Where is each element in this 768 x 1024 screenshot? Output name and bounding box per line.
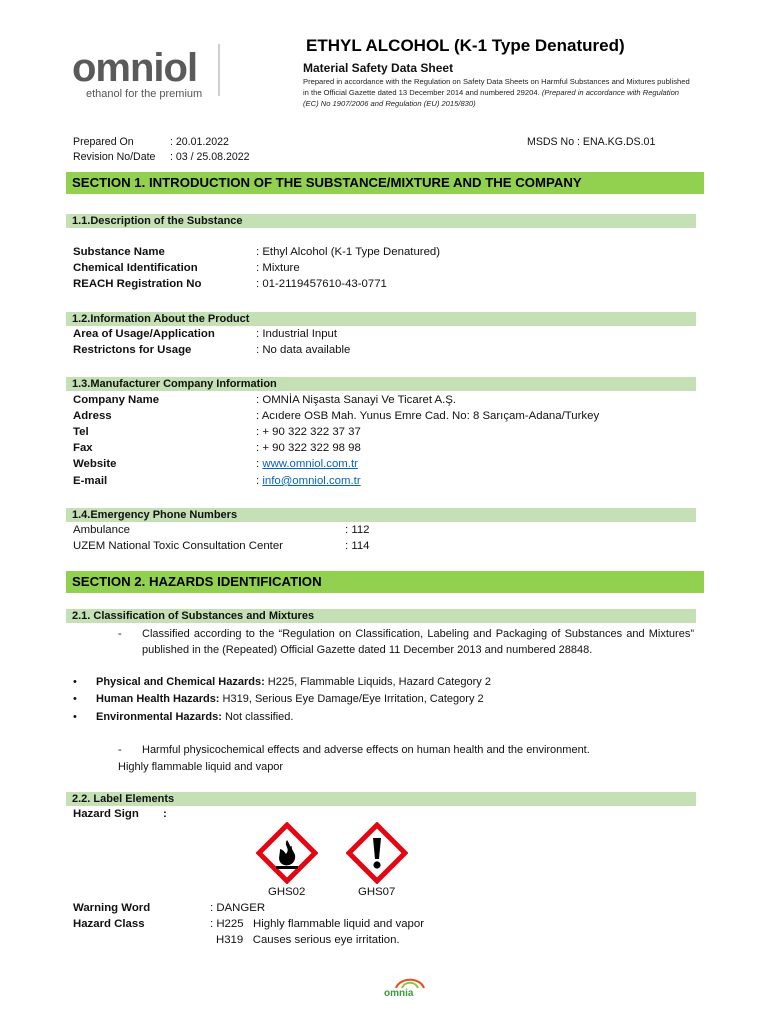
area-of-usage-value: : Industrial Input bbox=[256, 328, 338, 340]
chemical-identification-value: : Mixture bbox=[256, 262, 300, 274]
document-title: ETHYL ALCOHOL (K-1 Type Denatured) bbox=[306, 36, 625, 55]
restrictions-label: Restrictons for Usage bbox=[73, 344, 192, 356]
warning-word-value: : DANGER bbox=[210, 902, 266, 914]
email-link[interactable]: info@omniol.com.tr bbox=[262, 475, 361, 487]
uzem-value: : 114 bbox=[345, 540, 370, 552]
msds-number: MSDS No : ENA.KG.DS.01 bbox=[527, 136, 656, 148]
hazard-class-label: Hazard Class bbox=[73, 918, 145, 930]
logo-tagline: ethanol for the premium bbox=[86, 88, 203, 100]
substance-name-label: Substance Name bbox=[73, 246, 165, 258]
address-label: Adress bbox=[73, 410, 112, 422]
bullet-marker-3: • bbox=[73, 711, 77, 723]
website-value: : www.omniol.com.tr bbox=[256, 458, 358, 470]
bullet-marker-1: • bbox=[73, 676, 77, 688]
ghs02-label: GHS02 bbox=[268, 886, 306, 898]
hazard-class-h225: : H225 Highly flammable liquid and vapor bbox=[210, 918, 425, 930]
hazard-sign-colon: : bbox=[163, 808, 167, 820]
chemical-identification-label: Chemical Identification bbox=[73, 262, 198, 274]
website-label: Website bbox=[73, 458, 117, 470]
ambulance-label: Ambulance bbox=[73, 524, 130, 536]
revision-value: : 03 / 25.08.2022 bbox=[170, 151, 250, 163]
human-health-hazards: Human Health Hazards: H319, Serious Eye Damage/Eye Irritation, Category 2 bbox=[96, 693, 484, 705]
fax-value: : + 90 322 322 98 98 bbox=[256, 442, 361, 454]
fax-label: Fax bbox=[73, 442, 93, 454]
harmful-effects-statement: Harmful physicochemical effects and adverse effects on human health and the environment. bbox=[142, 744, 590, 756]
ghs07-label: GHS07 bbox=[358, 886, 396, 898]
reach-registration-label: REACH Registration No bbox=[73, 278, 202, 290]
revision-label: Revision No/Date bbox=[73, 151, 156, 163]
subsection-1-1-header: 1.1.Description of the Substance bbox=[66, 214, 696, 228]
company-name-label: Company Name bbox=[73, 394, 160, 406]
bullet-marker-2: • bbox=[73, 693, 77, 705]
classification-statement: Classified according to the “Regulation on Classification, Labeling and Packaging of Substances and Mixtures” published in the (Repeated) Official Gazette dated 11 December 2013 and numbered 28848. bbox=[142, 628, 694, 656]
hazard-sign-label: Hazard Sign bbox=[73, 808, 139, 820]
subsection-1-3-header: 1.3.Manufacturer Company Information bbox=[66, 377, 696, 391]
website-link[interactable]: www.omniol.com.tr bbox=[262, 458, 358, 470]
reach-registration-value: : 01-2119457610-43-0771 bbox=[256, 278, 387, 290]
subsection-2-2-header: 2.2. Label Elements bbox=[66, 792, 696, 806]
footer-logo-emblem bbox=[394, 975, 426, 989]
dash-marker-2: - bbox=[118, 744, 122, 756]
document-description-italic: (Prepared in accordance with Regulation (EC) No 1907/2006 and Regulation (EU) 2015/830) bbox=[303, 88, 680, 108]
dash-marker-1: - bbox=[118, 628, 122, 640]
subsection-1-4-header: 1.4.Emergency Phone Numbers bbox=[66, 508, 696, 522]
tel-label: Tel bbox=[73, 426, 89, 438]
company-name-value: : OMNİA Nişasta Sanayi Ve Ticaret A.Ş. bbox=[256, 394, 457, 406]
section-2-header: SECTION 2. HAZARDS IDENTIFICATION bbox=[66, 571, 704, 593]
document-subtitle: Material Safety Data Sheet bbox=[303, 61, 454, 75]
address-value: : Acıdere OSB Mah. Yunus Emre Cad. No: 8 Sarıçam-Adana/Turkey bbox=[256, 410, 600, 422]
document-description: Prepared in accordance with the Regulation on Safety Data Sheets on Harmful Substances and Mixtures published in the Official Gazette dated 13 December 2014 and numbered 29204. (Prepared in accordance with Regulation (EC) No 1907/2006 and Regulation (EU) 2015/830) bbox=[303, 77, 690, 108]
flammable-statement: Highly flammable liquid and vapor bbox=[118, 761, 284, 773]
company-logo: omniol bbox=[72, 46, 198, 90]
tel-value: : + 90 322 322 37 37 bbox=[256, 426, 361, 438]
physical-chemical-hazards: Physical and Chemical Hazards: H225, Flammable Liquids, Hazard Category 2 bbox=[96, 676, 491, 688]
flame-icon bbox=[256, 822, 318, 884]
subsection-2-1-header: 2.1. Classification of Substances and Mixtures bbox=[66, 609, 696, 623]
email-value: : info@omniol.com.tr bbox=[256, 475, 361, 487]
prepared-on-value: : 20.01.2022 bbox=[170, 136, 229, 148]
section-1-header: SECTION 1. INTRODUCTION OF THE SUBSTANCE/MIXTURE AND THE COMPANY bbox=[66, 172, 704, 194]
footer-logo: omnia bbox=[384, 988, 414, 999]
ambulance-value: : 112 bbox=[345, 524, 370, 536]
logo-divider bbox=[218, 44, 220, 96]
environmental-hazards: Environmental Hazards: Not classified. bbox=[96, 711, 294, 723]
prepared-on-label: Prepared On bbox=[73, 136, 134, 148]
exclamation-icon bbox=[346, 822, 408, 884]
email-label: E-mail bbox=[73, 475, 108, 487]
area-of-usage-label: Area of Usage/Application bbox=[73, 328, 215, 340]
warning-word-label: Warning Word bbox=[73, 902, 151, 914]
uzem-label: UZEM National Toxic Consultation Center bbox=[73, 540, 283, 552]
substance-name-value: : Ethyl Alcohol (K-1 Type Denatured) bbox=[256, 246, 441, 258]
restrictions-value: : No data available bbox=[256, 344, 351, 356]
hazard-class-h319: H319 Causes serious eye irritation. bbox=[216, 934, 400, 946]
subsection-1-2-header: 1.2.Information About the Product bbox=[66, 312, 696, 326]
